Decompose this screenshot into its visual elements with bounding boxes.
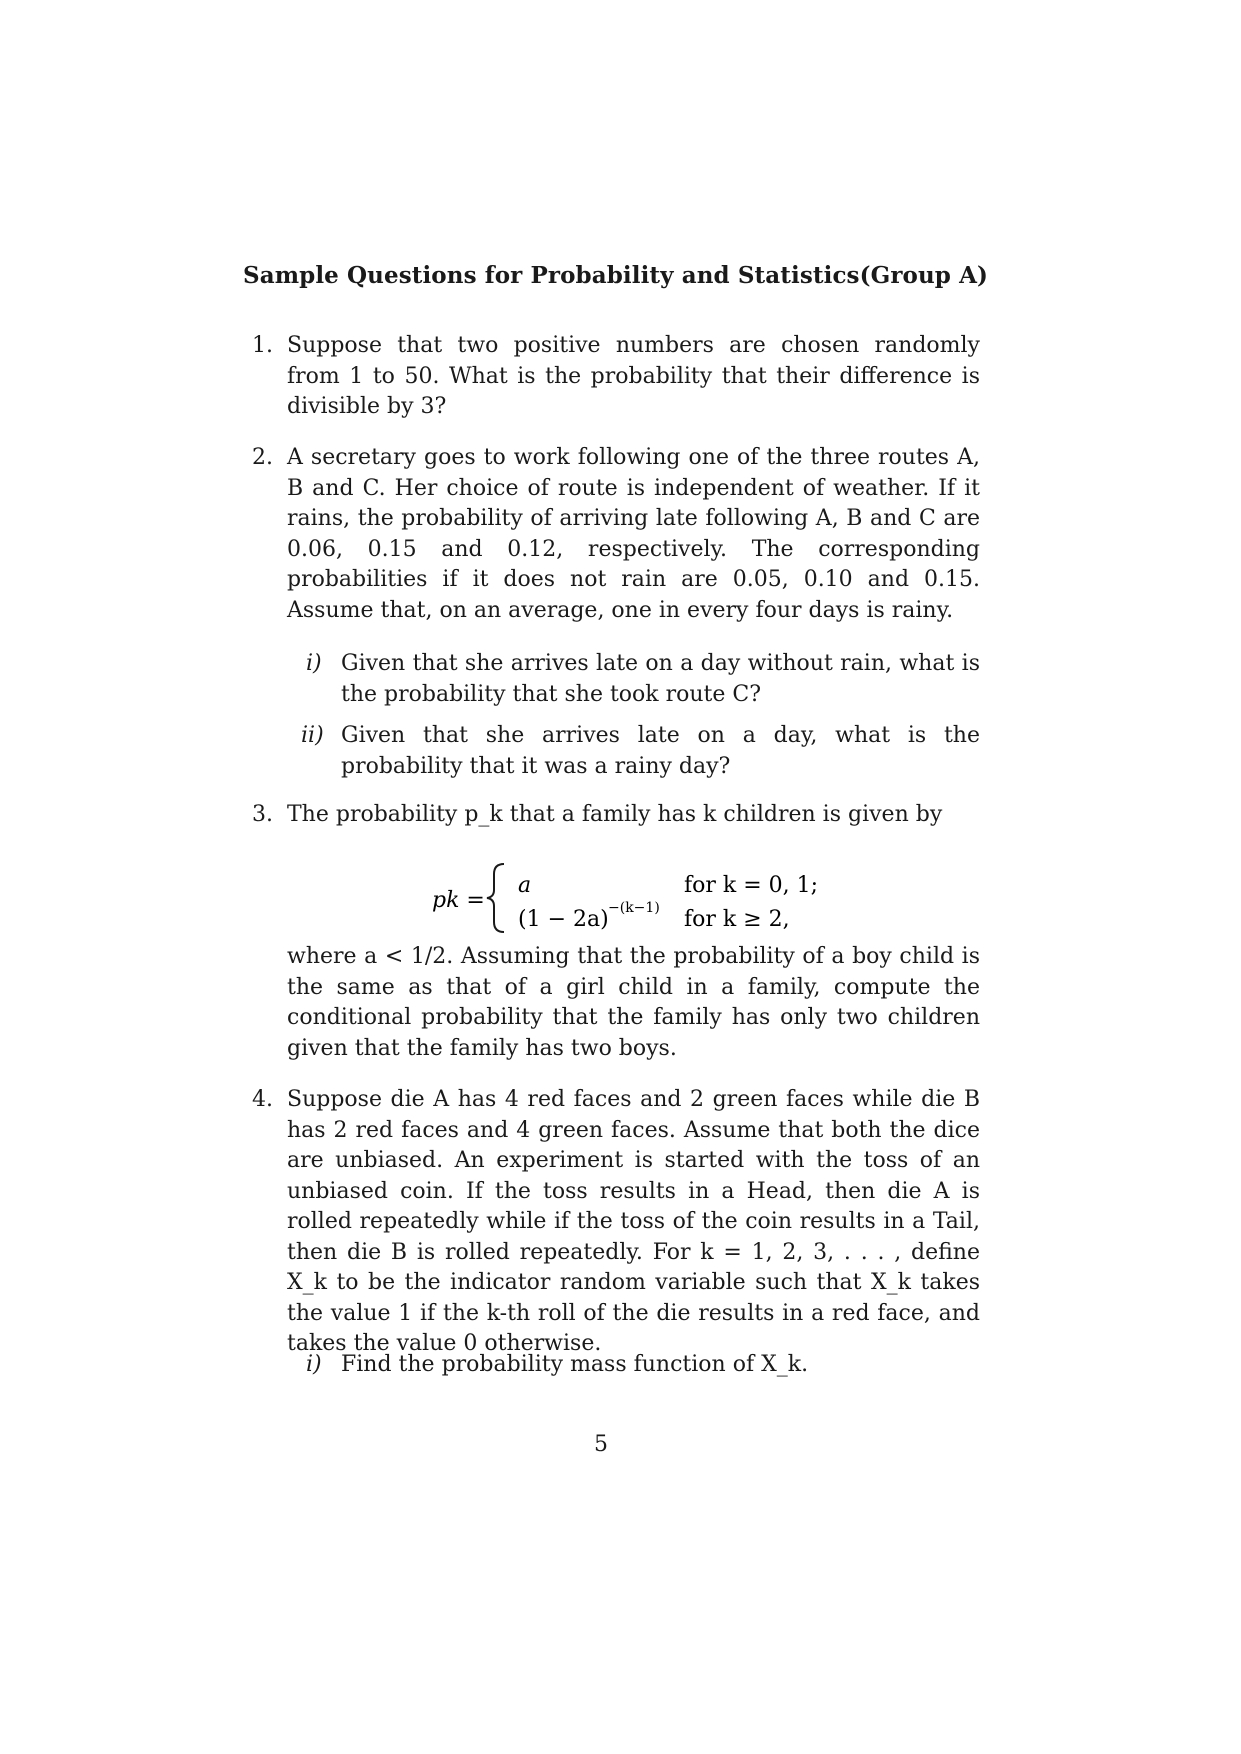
- question-2-number: 2.: [252, 445, 273, 470]
- formula-case1-condition: for k = 0, 1;: [684, 873, 819, 898]
- question-3-number: 3.: [252, 802, 273, 827]
- formula-case2-condition: for k ≥ 2,: [684, 907, 790, 932]
- brace-icon: [487, 864, 504, 932]
- piecewise-formula: [432, 858, 832, 938]
- question-2-part-i-label: i): [306, 651, 322, 676]
- formula-case2-exponent: −(k−1): [608, 900, 660, 916]
- question-2-part-ii-text: Given that she arrives late on a day, what is the probability that it was a rainy day?: [341, 723, 980, 779]
- page-title: Sample Questions for Probability and Statistics(Group A): [243, 262, 989, 289]
- formula-case1-value: a: [518, 873, 532, 898]
- page-number: 5: [594, 1432, 608, 1457]
- question-2-part-i-text: Given that she arrives late on a day without rain, what is the probability that she took route C?: [341, 651, 980, 707]
- question-4-part-i-label: i): [306, 1352, 322, 1377]
- question-2-part-ii-label: ii): [301, 723, 324, 748]
- question-4-part-i-text: Find the probability mass function of X_k.: [341, 1352, 809, 1377]
- question-1-text: Suppose that two positive numbers are chosen randomly from 1 to 50. What is the probability that their difference is divisible by 3?: [287, 333, 980, 419]
- question-1-number: 1.: [252, 333, 273, 358]
- piecewise-formula-graphic: [432, 858, 832, 938]
- question-4-text: Suppose die A has 4 red faces and 2 green faces while die B has 2 red faces and 4 green faces. Assume that both the dice are unbiased. An experiment is started with the toss of an unbiased coin. If the toss results in a Head, then die A is rolled repeatedly while if the toss of the coin results in a Tail, then die B is rolled repeatedly. For k = 1, 2, 3, . . . , define X_k to be the indicator random variable such that X_k takes the value 1 if the k-th roll of the die results in a red face, and takes the value 0 otherwise.: [287, 1087, 980, 1356]
- formula-case2-value: (1 − 2a): [518, 907, 609, 932]
- formula-lhs: pk =: [432, 888, 485, 913]
- question-2-text: A secretary goes to work following one of the three routes A, B and C. Her choice of route is independent of weather. If it rains, the probability of arriving late following A, B and C are 0.06, 0.15 and 0.12, respectively. The corresponding probabilities if it does not rain are 0.05, 0.10 and 0.15. Assume that, on an average, one in every four days is rainy.: [287, 445, 980, 623]
- question-3-text-after: where a < 1/2. Assuming that the probability of a boy child is the same as that of a girl child in a family, compute the conditional probability that the family has only two children given that the family has two boys.: [287, 944, 980, 1061]
- question-3-text: The probability p_k that a family has k children is given by: [287, 802, 943, 827]
- question-4-number: 4.: [252, 1087, 273, 1112]
